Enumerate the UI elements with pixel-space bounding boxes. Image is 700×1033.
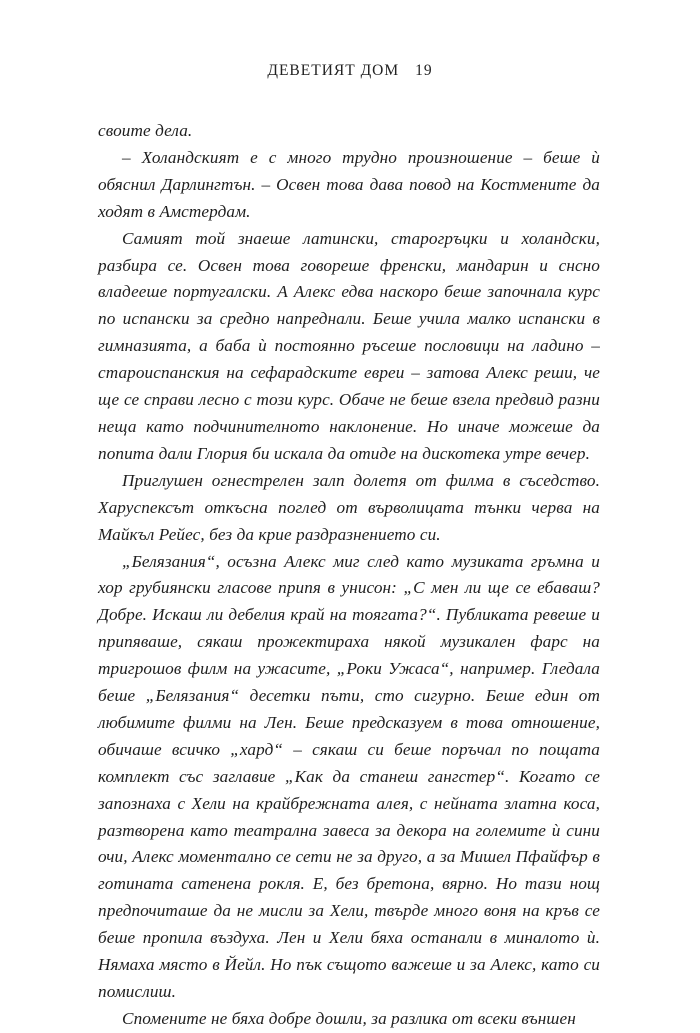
paragraph: „Белязания“, осъзна Алекс миг след като музиката гръмна и хор грубиянски гласове припя в унисон: „С мен ли ще се ебаваш? Добре. Искаш ли дебелия край на тоягата?“. Публиката ревеше и припяваше, сякаш прожектираха някой музикален фарс на тригрошов филм на ужасите, „Роки Ужаса“, например. Гледала беше „Белязания“ десетки пъти, сто сигурно. Беше един от любимите филми на Лен. Беше предсказуем в това отношение, обичаше всичко „хард“ – сякаш си беше поръчал по пощата комплект със заглавие „Как да станеш гангстер“. Когато се запознаха с Хели на крайбрежната алея, с нейната златна коса, разтворена като театрална завеса за декора на големите ѝ сини очи, Алекс моментално се сети не за друго, а за Мишел Пфайфър в готината сатенена рокля. Е, без бретона, вярно. Но тази нощ предпочиташе да не мисли за Хели, твърде много воня на кръв се беше пропила въздуха. Лен и Хели бяха останали в миналото ѝ. Нямаха място в Йейл. Но пък същото важеше и за Алекс, като си помислиш.: [98, 551, 600, 1001]
paragraph: Спомените не бяха добре дошли, за разлика от всеки външен: [122, 1008, 576, 1028]
body-text: [98, 118, 600, 1033]
running-title: ДЕВЕТИЯТ ДОМ: [267, 62, 400, 79]
paragraph-continuation: своите дела.: [98, 121, 193, 140]
paragraph: – Холандският е с много трудно произношение – беше ѝ обяснил Дарлингтън. – Освен това дава повод на Костмените да ходят в Амстердам.: [98, 147, 600, 221]
running-header: [0, 62, 700, 80]
paragraph: Приглушен огнестрелен залп долетя от филма в съседство. Харуспексът откъсна поглед от върволицата тънки черва на Майкъл Рейес, без да крие раздразнението си.: [98, 470, 600, 544]
page-number: 19: [415, 62, 433, 79]
paragraph: Самият той знаеше латински, старогръцки и холандски, разбира се. Освен това говореше френски, мандарин и снсно владееше португалски. А Алекс едва наскоро беше започнала курс по испански за средно напреднали. Беше учила малко испански в гимназията, а баба ѝ постоянно ръсеше пословици на ладино – староиспанския на сефарадските евреи – затова Алекс реши, че ще се справи лесно с този курс. Обаче не беше взела предвид разни неща като подчинителното наклонение. Но иначе можеше да попита дали Глория би искала да отиде на дискотека утре вечер.: [98, 228, 600, 463]
